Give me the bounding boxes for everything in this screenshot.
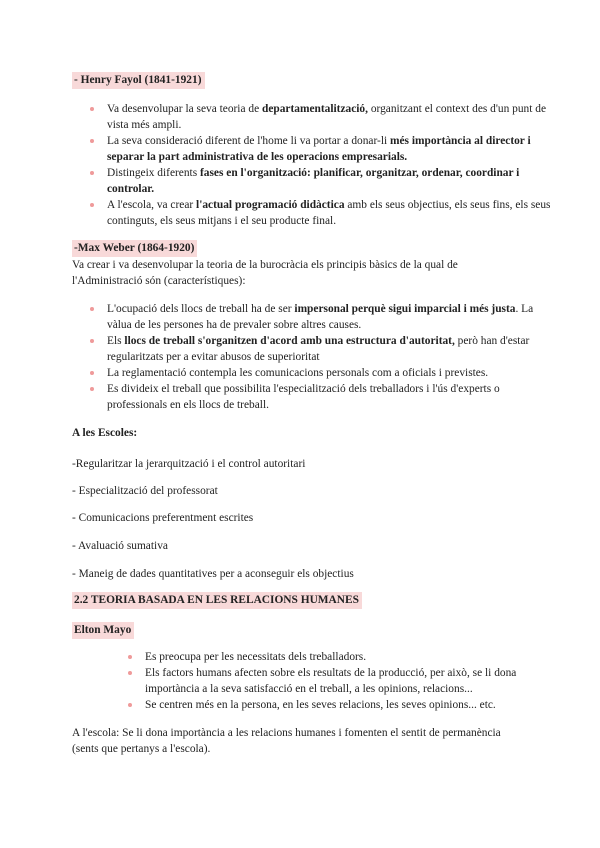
bullet-icon bbox=[90, 339, 94, 343]
list-item: La seva consideració diferent de l'home li va portar a donar-li més importància al director i separar la part administrativa de les operacions empresarials. bbox=[107, 133, 555, 165]
list-item: Se centren més en la persona, en les seves relacions, les seves opinions... etc. bbox=[145, 697, 550, 713]
weber-list bbox=[107, 301, 559, 413]
bullet-icon bbox=[128, 655, 132, 659]
bullet-icon bbox=[90, 171, 94, 175]
list-item: Els llocs de treball s'organitzen d'acord amb una estructura d'autoritat, però han d'estar regularitzats per a evitar abusos de superioritat bbox=[107, 333, 559, 365]
escoles-item: - Avaluació sumativa bbox=[72, 540, 168, 552]
list-item: Es preocupa per les necessitats dels treballadors. bbox=[145, 649, 550, 665]
escoles-item: -Regularitzar la jerarquització i el control autoritari bbox=[72, 458, 306, 470]
escoles-item: - Especialització del professorat bbox=[72, 485, 218, 497]
bullet-icon bbox=[90, 371, 94, 375]
section-heading: 2.2 TEORIA BASADA EN LES RELACIONS HUMANES bbox=[72, 592, 362, 609]
bullet-icon bbox=[90, 139, 94, 143]
list-item: Els factors humans afecten sobre els resultats de la producció, per això, se li dona importància a la seva satisfacció en el treball, a les opinions, relacions... bbox=[145, 665, 550, 697]
bullet-icon bbox=[90, 387, 94, 391]
weber-heading: -Max Weber (1864-1920) bbox=[72, 240, 197, 257]
escoles-item: - Comunicacions preferentment escrites bbox=[72, 512, 254, 524]
mayo-heading: Elton Mayo bbox=[72, 622, 134, 639]
bullet-icon bbox=[90, 203, 94, 207]
list-item: Va desenvolupar la seva teoria de departamentalització, organitzant el context des d'un punt de vista més ampli. bbox=[107, 101, 555, 133]
escoles-heading: A les Escoles: bbox=[72, 427, 138, 439]
list-item: A l'escola, va crear l'actual programació didàctica amb els seus objectius, els seus fins, els seus continguts, els seus mitjans i el seu producte final. bbox=[107, 197, 555, 229]
list-item: La reglamentació contempla les comunicacions personals com a oficials i previstes. bbox=[107, 365, 559, 381]
fayol-heading: - Henry Fayol (1841-1921) bbox=[72, 72, 205, 89]
mayo-list bbox=[145, 649, 550, 713]
list-item: Es divideix el treball que possibilita l'especialització dels treballadors i l'ús d'experts o professionals en els llocs de treball. bbox=[107, 381, 559, 413]
list-item: L'ocupació dels llocs de treball ha de ser impersonal perquè sigui imparcial i més justa. La vàlua de les persones ha de prevaler sobre altres causes. bbox=[107, 301, 559, 333]
mayo-closing: A l'escola: Se li dona importància a les relacions humanes i fomenten el sentit de permanència (sents que pertanys a l'escola). bbox=[72, 727, 501, 755]
bullet-icon bbox=[90, 107, 94, 111]
fayol-list bbox=[107, 101, 555, 229]
list-item: Distingeix diferents fases en l'organització: planificar, organitzar, ordenar, coordinar i controlar. bbox=[107, 165, 555, 197]
bullet-icon bbox=[90, 307, 94, 311]
escoles-item: - Maneig de dades quantitatives per a aconseguir els objectius bbox=[72, 568, 354, 580]
bullet-icon bbox=[128, 703, 132, 707]
weber-intro: Va crear i va desenvolupar la teoria de la burocràcia els principis bàsics de la qual de l'Administració són (característiques): bbox=[72, 259, 458, 287]
bullet-icon bbox=[128, 671, 132, 675]
